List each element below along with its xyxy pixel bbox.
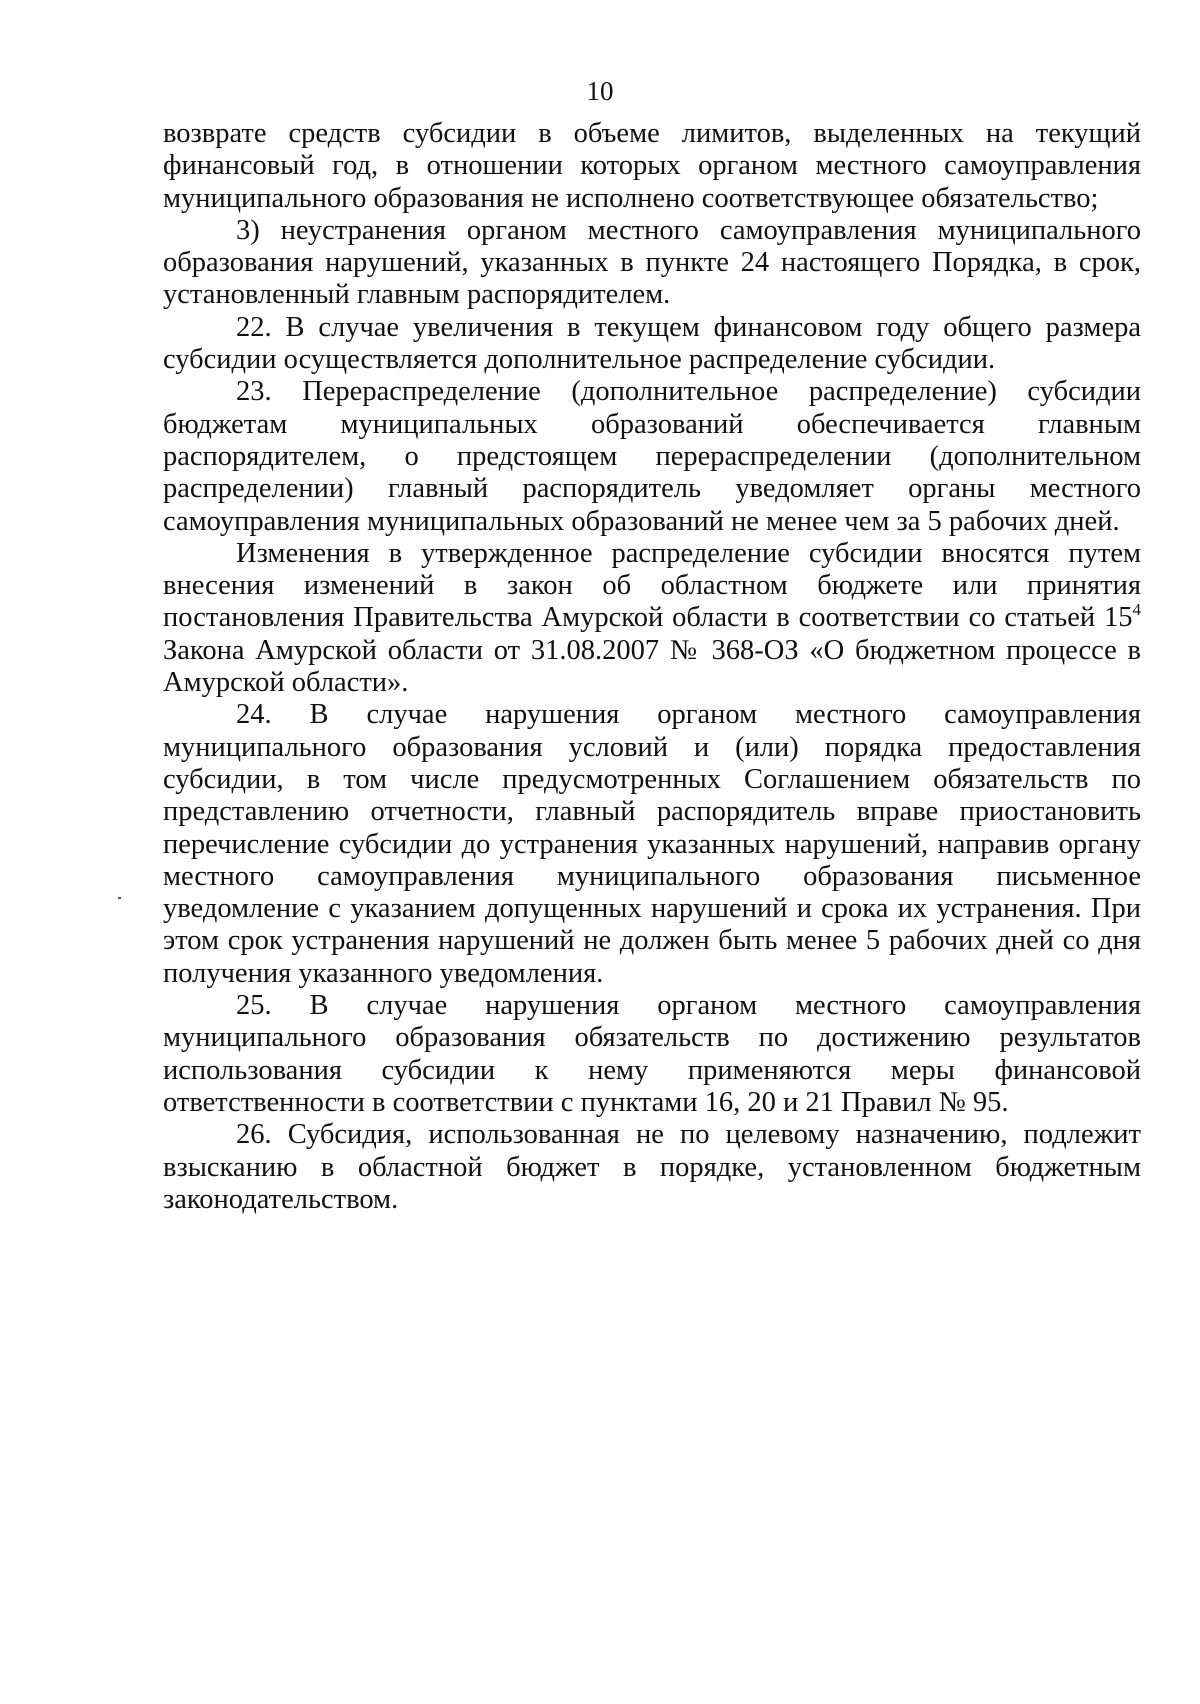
document-body (163, 118, 1141, 1216)
paragraph-continuation: возврате средств субсидии в объеме лимитов, выделенных на текущий финансовый год, в отношении которых органом местного самоуправления муниципального образования не исполнено соответствующее обязательство; (163, 118, 1141, 214)
paragraph-distribution-changes-text-after: Закона Амурской области от 31.08.2007 № 368-ОЗ «О бюджетном процессе в Амурской области». (163, 634, 1141, 699)
scan-speck (118, 897, 121, 899)
paragraph-23: 23. Перераспределение (дополнительное распределение) субсидии бюджетам муниципальных образований обеспечивается главным распорядителем, о предстоящем перераспределении (дополнительном распределении) главный распорядитель уведомляет органы местного самоуправления муниципальных образований не менее чем за 5 рабочих дней. (163, 376, 1141, 537)
paragraph-26: 26. Субсидия, использованная не по целевому назначению, подлежит взысканию в областной бюджет в порядке, установленном бюджетным законодательством. (163, 1119, 1141, 1215)
paragraph-25: 25. В случае нарушения органом местного самоуправления муниципального образования обязательств по достижению результатов использования субсидии к нему применяются меры финансовой ответственности в соответствии с пунктами 16, 20 и 21 Правил № 95. (163, 990, 1141, 1118)
article-superscript: 4 (1132, 600, 1141, 620)
paragraph-distribution-changes-text-before: Изменения в утвержденное распределение субсидии вносятся путем внесения изменений в закон об областном бюджете или принятия постановления Правительства Амурской области в соответствии со статьей 15 (163, 537, 1141, 634)
paragraph-22: 22. В случае увеличения в текущем финансовом году общего размера субсидии осуществляется дополнительное распределение субсидии. (163, 311, 1141, 376)
paragraph-distribution-changes (163, 538, 1141, 699)
paragraph-24: 24. В случае нарушения органом местного самоуправления муниципального образования условий и (или) порядка предоставления субсидии, в том числе предусмотренных Соглашением обязательств по представлению отчетности, главный распорядитель вправе приостановить перечисление субсидии до устранения указанных нарушений, направив органу местного самоуправления муниципального образования письменное уведомление с указанием допущенных нарушений и срока их устранения. При этом срок устранения нарушений не должен быть менее 5 рабочих дней со дня получения указанного уведомления. (163, 699, 1141, 989)
page-number: 10 (586, 76, 614, 106)
paragraph-item-3: 3) неустранения органом местного самоуправления муниципального образования нарушений, указанных в пункте 24 настоящего Порядка, в срок, установленный главным распорядителем. (163, 214, 1141, 311)
